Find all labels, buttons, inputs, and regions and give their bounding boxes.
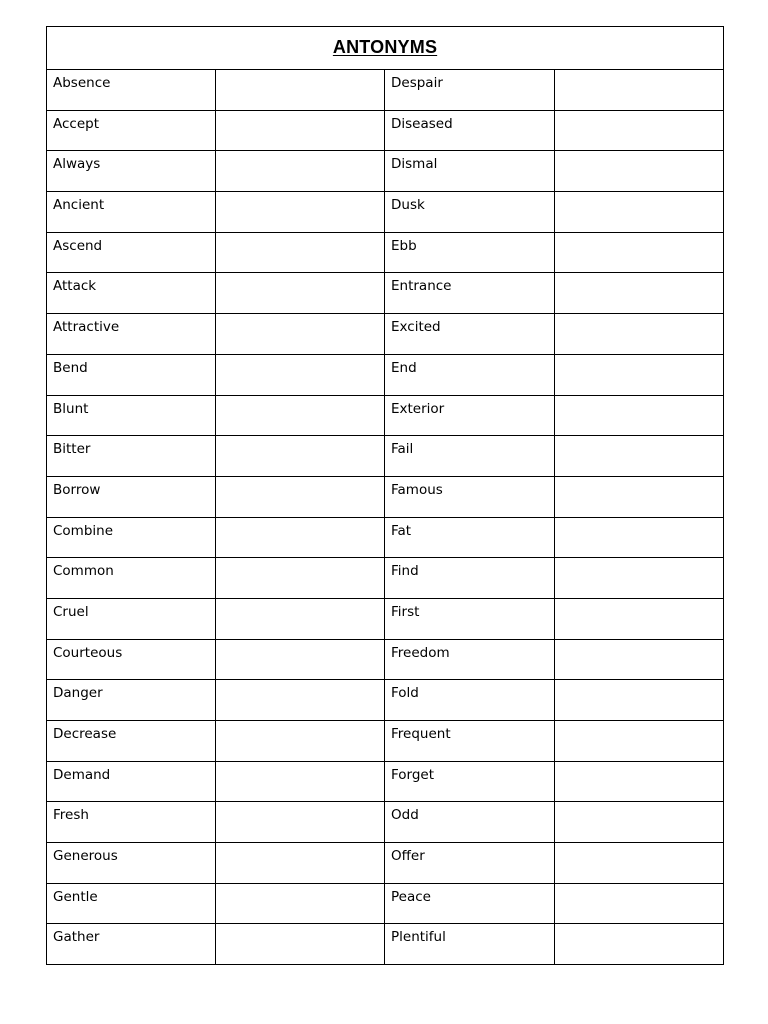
right-answer-blank[interactable] [555, 883, 724, 924]
antonym-word: Despair [391, 75, 443, 91]
antonym-word: Cruel [53, 603, 89, 620]
antonym-word: Absence [53, 75, 111, 91]
left-answer-blank[interactable] [216, 436, 385, 477]
right-answer-blank[interactable] [555, 802, 724, 843]
right-answer-blank[interactable] [555, 843, 724, 884]
table-row [47, 110, 724, 151]
left-answer-blank[interactable] [216, 273, 385, 314]
right-answer-blank[interactable] [555, 314, 724, 355]
table-row [47, 843, 724, 884]
left-answer-blank[interactable] [216, 192, 385, 233]
left-answer-blank[interactable] [216, 476, 385, 517]
table-row [47, 883, 724, 924]
right-answer-blank[interactable] [555, 924, 724, 965]
antonym-word: Fat [391, 522, 412, 539]
right-answer-blank[interactable] [555, 151, 724, 192]
left-word-cell [47, 354, 216, 395]
antonym-word: Find [391, 563, 419, 580]
right-word-cell [385, 192, 555, 233]
left-word-cell [47, 843, 216, 884]
antonym-word: Ancient [53, 197, 105, 214]
antonym-word: Always [53, 156, 101, 173]
antonym-word: Diseased [391, 115, 453, 132]
antonym-word: Common [53, 563, 114, 580]
table-row [47, 761, 724, 802]
left-word-cell [47, 598, 216, 639]
antonym-word: Excited [391, 319, 441, 336]
left-answer-blank[interactable] [216, 843, 385, 884]
left-word-cell [47, 517, 216, 558]
left-word-cell [47, 110, 216, 151]
left-answer-blank[interactable] [216, 598, 385, 639]
antonym-word: Bitter [53, 441, 91, 458]
right-answer-blank[interactable] [555, 598, 724, 639]
antonym-word: Famous [391, 481, 443, 498]
right-answer-blank[interactable] [555, 273, 724, 314]
table-row [47, 680, 724, 721]
left-answer-blank[interactable] [216, 802, 385, 843]
left-word-cell [47, 232, 216, 273]
antonym-word: Forget [391, 766, 435, 783]
table-row [47, 232, 724, 273]
antonym-word: Dismal [391, 156, 438, 173]
right-word-cell [385, 314, 555, 355]
left-answer-blank[interactable] [216, 761, 385, 802]
table-row [47, 802, 724, 843]
worksheet-title-cell [47, 27, 724, 70]
antonyms-worksheet-table [46, 26, 724, 965]
antonym-word: Gentle [53, 888, 98, 905]
antonym-word: Odd [391, 807, 419, 824]
left-word-cell [47, 558, 216, 599]
right-answer-blank[interactable] [555, 639, 724, 680]
left-answer-blank[interactable] [216, 314, 385, 355]
right-word-cell [385, 70, 555, 111]
table-row [47, 924, 724, 965]
right-answer-blank[interactable] [555, 70, 724, 111]
table-row [47, 558, 724, 599]
right-word-cell [385, 273, 555, 314]
antonym-word: Peace [391, 888, 431, 905]
antonym-word: Danger [53, 685, 103, 702]
antonym-word: Gather [53, 929, 100, 946]
right-answer-blank[interactable] [555, 761, 724, 802]
left-answer-blank[interactable] [216, 721, 385, 762]
right-word-cell [385, 232, 555, 273]
left-answer-blank[interactable] [216, 70, 385, 111]
antonym-word: Plentiful [391, 929, 446, 946]
left-answer-blank[interactable] [216, 354, 385, 395]
antonym-word: Courteous [53, 644, 123, 661]
table-row [47, 273, 724, 314]
worksheet-rows [47, 70, 724, 965]
left-word-cell [47, 802, 216, 843]
antonym-word: Entrance [391, 278, 452, 295]
right-word-cell [385, 354, 555, 395]
table-row [47, 436, 724, 477]
right-answer-blank[interactable] [555, 517, 724, 558]
antonym-word: Borrow [53, 481, 101, 498]
left-word-cell [47, 476, 216, 517]
left-word-cell [47, 639, 216, 680]
left-answer-blank[interactable] [216, 924, 385, 965]
left-word-cell [47, 192, 216, 233]
left-answer-blank[interactable] [216, 151, 385, 192]
left-answer-blank[interactable] [216, 883, 385, 924]
right-word-cell [385, 843, 555, 884]
antonym-word: Blunt [53, 400, 89, 417]
left-word-cell [47, 924, 216, 965]
antonym-word: Fresh [53, 807, 89, 824]
right-word-cell [385, 476, 555, 517]
right-word-cell [385, 883, 555, 924]
right-answer-blank[interactable] [555, 680, 724, 721]
left-word-cell [47, 883, 216, 924]
worksheet-title: ANTONYMS [332, 37, 438, 57]
left-answer-blank[interactable] [216, 395, 385, 436]
left-word-cell [47, 680, 216, 721]
antonym-word: Fail [391, 441, 414, 458]
right-answer-blank[interactable] [555, 558, 724, 599]
right-answer-blank[interactable] [555, 232, 724, 273]
antonym-word: Ascend [53, 237, 103, 254]
left-answer-blank[interactable] [216, 517, 385, 558]
right-word-cell [385, 517, 555, 558]
table-row [47, 598, 724, 639]
right-answer-blank[interactable] [555, 192, 724, 233]
right-word-cell [385, 598, 555, 639]
right-answer-blank[interactable] [555, 721, 724, 762]
right-answer-blank[interactable] [555, 436, 724, 477]
antonym-word: Bend [53, 359, 88, 376]
left-answer-blank[interactable] [216, 232, 385, 273]
left-word-cell [47, 721, 216, 762]
right-word-cell [385, 558, 555, 599]
right-word-cell [385, 721, 555, 762]
right-word-cell [385, 151, 555, 192]
right-word-cell [385, 110, 555, 151]
right-word-cell [385, 436, 555, 477]
antonym-word: Attack [53, 278, 97, 295]
antonym-word: Freedom [391, 644, 450, 661]
antonym-word: Decrease [53, 726, 117, 742]
table-row [47, 314, 724, 355]
table-row [47, 639, 724, 680]
antonym-word: Exterior [391, 400, 445, 417]
left-answer-blank[interactable] [216, 110, 385, 151]
table-row [47, 395, 724, 436]
table-row [47, 721, 724, 762]
table-row [47, 192, 724, 233]
left-word-cell [47, 151, 216, 192]
table-row [47, 354, 724, 395]
antonym-word: Attractive [53, 319, 120, 336]
table-row [47, 151, 724, 192]
right-word-cell [385, 395, 555, 436]
right-word-cell [385, 924, 555, 965]
right-answer-blank[interactable] [555, 395, 724, 436]
left-word-cell [47, 314, 216, 355]
left-word-cell [47, 395, 216, 436]
right-answer-blank[interactable] [555, 110, 724, 151]
antonym-word: Generous [53, 848, 118, 865]
right-word-cell [385, 680, 555, 721]
table-row [47, 70, 724, 111]
antonym-word: Ebb [391, 237, 417, 254]
antonym-word: Accept [53, 115, 100, 132]
left-answer-blank[interactable] [216, 639, 385, 680]
table-row [47, 476, 724, 517]
left-answer-blank[interactable] [216, 558, 385, 599]
antonym-word: Fold [391, 685, 419, 702]
right-word-cell [385, 761, 555, 802]
antonym-word: Frequent [391, 726, 451, 742]
left-word-cell [47, 70, 216, 111]
antonym-word: Combine [53, 522, 114, 539]
left-word-cell [47, 273, 216, 314]
antonym-word: End [391, 359, 417, 376]
right-word-cell [385, 802, 555, 843]
right-answer-blank[interactable] [555, 354, 724, 395]
right-answer-blank[interactable] [555, 476, 724, 517]
right-word-cell [385, 639, 555, 680]
antonym-word: Dusk [391, 197, 425, 214]
left-word-cell [47, 761, 216, 802]
antonym-word: First [391, 603, 420, 620]
left-answer-blank[interactable] [216, 680, 385, 721]
table-row [47, 517, 724, 558]
antonym-word: Offer [391, 848, 425, 865]
antonym-word: Demand [53, 766, 111, 783]
left-word-cell [47, 436, 216, 477]
